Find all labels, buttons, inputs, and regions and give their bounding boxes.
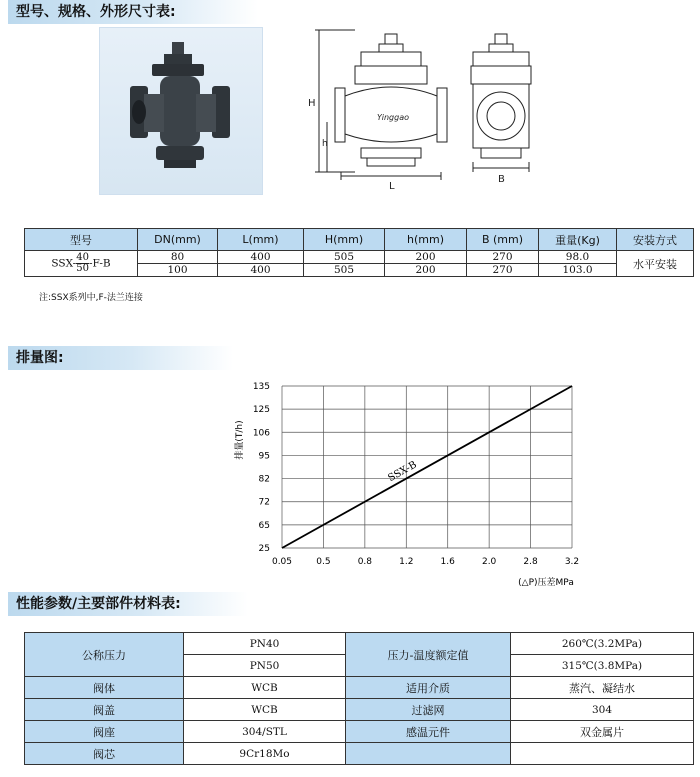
section-title-performance: 性能参数/主要部件材料表: xyxy=(8,592,248,616)
y-tick-label: 25 xyxy=(258,544,270,554)
spec-header: 重量(Kg) xyxy=(539,229,617,251)
spec-cell: 98.0 xyxy=(539,251,617,264)
perf-label: 阀体 xyxy=(25,677,184,699)
perf-row xyxy=(25,721,694,743)
perf-label: 阀芯 xyxy=(25,743,184,765)
perf-value: 9Cr18Mo xyxy=(184,743,346,765)
perf-label: 阀座 xyxy=(25,721,184,743)
perf-label: 过滤网 xyxy=(346,699,511,721)
dim-H-label: H xyxy=(308,98,316,109)
y-tick-label: 72 xyxy=(258,497,270,508)
x-tick-label: 0.05 xyxy=(271,557,293,567)
y-tick-label: 135 xyxy=(252,382,270,392)
perf-value: 304/STL xyxy=(184,721,346,743)
flow-chart xyxy=(220,378,600,590)
spec-cell: 80 xyxy=(138,251,218,264)
logo-text: Yinggao xyxy=(377,113,409,122)
y-tick-label: 106 xyxy=(252,428,270,439)
perf-value: 304 xyxy=(511,699,694,721)
spec-header: B (mm) xyxy=(467,229,539,251)
perf-value: 260℃(3.2MPa) xyxy=(511,633,694,655)
perf-row xyxy=(25,677,694,699)
perf-value: 315℃(3.8MPa) xyxy=(511,655,694,677)
model-cell: SSX- $\frac{40}{50}$ -F-B xyxy=(25,251,138,277)
dim-L-label: L xyxy=(389,181,395,192)
y-tick-label: 95 xyxy=(258,451,270,462)
x-tick-label: 1.6 xyxy=(440,557,455,567)
spec-cell: 270 xyxy=(467,251,539,264)
spec-cell: 200 xyxy=(385,251,467,264)
spec-header: DN(mm) xyxy=(138,229,218,251)
dim-h-label: h xyxy=(322,139,328,149)
spec-cell: 505 xyxy=(304,264,385,277)
dimension-drawing xyxy=(305,22,550,197)
series-line xyxy=(282,386,572,548)
y-tick-label: 125 xyxy=(252,405,270,416)
x-tick-label: 2.8 xyxy=(523,557,538,567)
performance-table xyxy=(24,632,694,765)
perf-row xyxy=(25,743,694,765)
x-tick-label: 0.5 xyxy=(316,557,331,567)
perf-label xyxy=(346,743,511,765)
perf-value: 双金属片 xyxy=(511,721,694,743)
y-tick-label: 82 xyxy=(258,474,270,485)
spec-header: h(mm) xyxy=(385,229,467,251)
perf-row xyxy=(25,699,694,721)
perf-value: PN50 xyxy=(184,655,346,677)
valve-photo-illustration xyxy=(100,28,262,194)
x-tick-label: 0.8 xyxy=(357,557,373,567)
perf-row xyxy=(25,633,694,655)
x-tick-label: 2.0 xyxy=(481,557,497,567)
x-tick-label: 3.2 xyxy=(564,557,580,567)
footnote: 注:SSX系列中,F-法兰连接 xyxy=(39,293,143,303)
spec-header: 安装方式 xyxy=(617,229,694,251)
perf-value xyxy=(511,743,694,765)
spec-cell: 103.0 xyxy=(539,264,617,277)
dim-B-label: B xyxy=(498,174,505,185)
install-cell: 水平安装 xyxy=(617,251,694,277)
perf-value: PN40 xyxy=(184,633,346,655)
y-axis-label: 排量(T/h) xyxy=(235,420,245,460)
y-tick-labels xyxy=(253,382,270,554)
spec-cell: 400 xyxy=(218,264,304,277)
spec-table xyxy=(24,228,694,277)
perf-label: 阀盖 xyxy=(25,699,184,721)
product-photo xyxy=(99,27,263,195)
section-title-flow-chart: 排量图: xyxy=(8,346,233,370)
perf-value: 蒸汽、凝结水 xyxy=(511,677,694,699)
y-tick-label: 65 xyxy=(258,520,270,531)
perf-label: 适用介质 xyxy=(346,677,511,699)
spec-cell: 505 xyxy=(304,251,385,264)
chart-series xyxy=(282,386,572,548)
spec-cell: 200 xyxy=(385,264,467,277)
perf-label: 公称压力 xyxy=(25,633,184,677)
x-tick-label: 1.2 xyxy=(399,557,414,567)
perf-label: 感温元件 xyxy=(346,721,511,743)
perf-value: WCB xyxy=(184,677,346,699)
spec-header: 型号 xyxy=(25,229,138,251)
section-title-dimensions: 型号、规格、外形尺寸表: xyxy=(8,0,258,24)
spec-cell: 400 xyxy=(218,251,304,264)
spec-cell: 270 xyxy=(467,264,539,277)
spec-cell: 100 xyxy=(138,264,218,277)
spec-header: L(mm) xyxy=(218,229,304,251)
perf-label: 压力-温度额定值 xyxy=(346,633,511,677)
spec-header: H(mm) xyxy=(304,229,385,251)
x-tick-labels xyxy=(272,557,579,567)
series-label: SSX-B xyxy=(386,459,419,485)
spec-header-row xyxy=(25,229,694,251)
spec-row xyxy=(25,251,694,264)
x-axis-label: (△P)压差MPa xyxy=(518,578,574,588)
perf-value: WCB xyxy=(184,699,346,721)
